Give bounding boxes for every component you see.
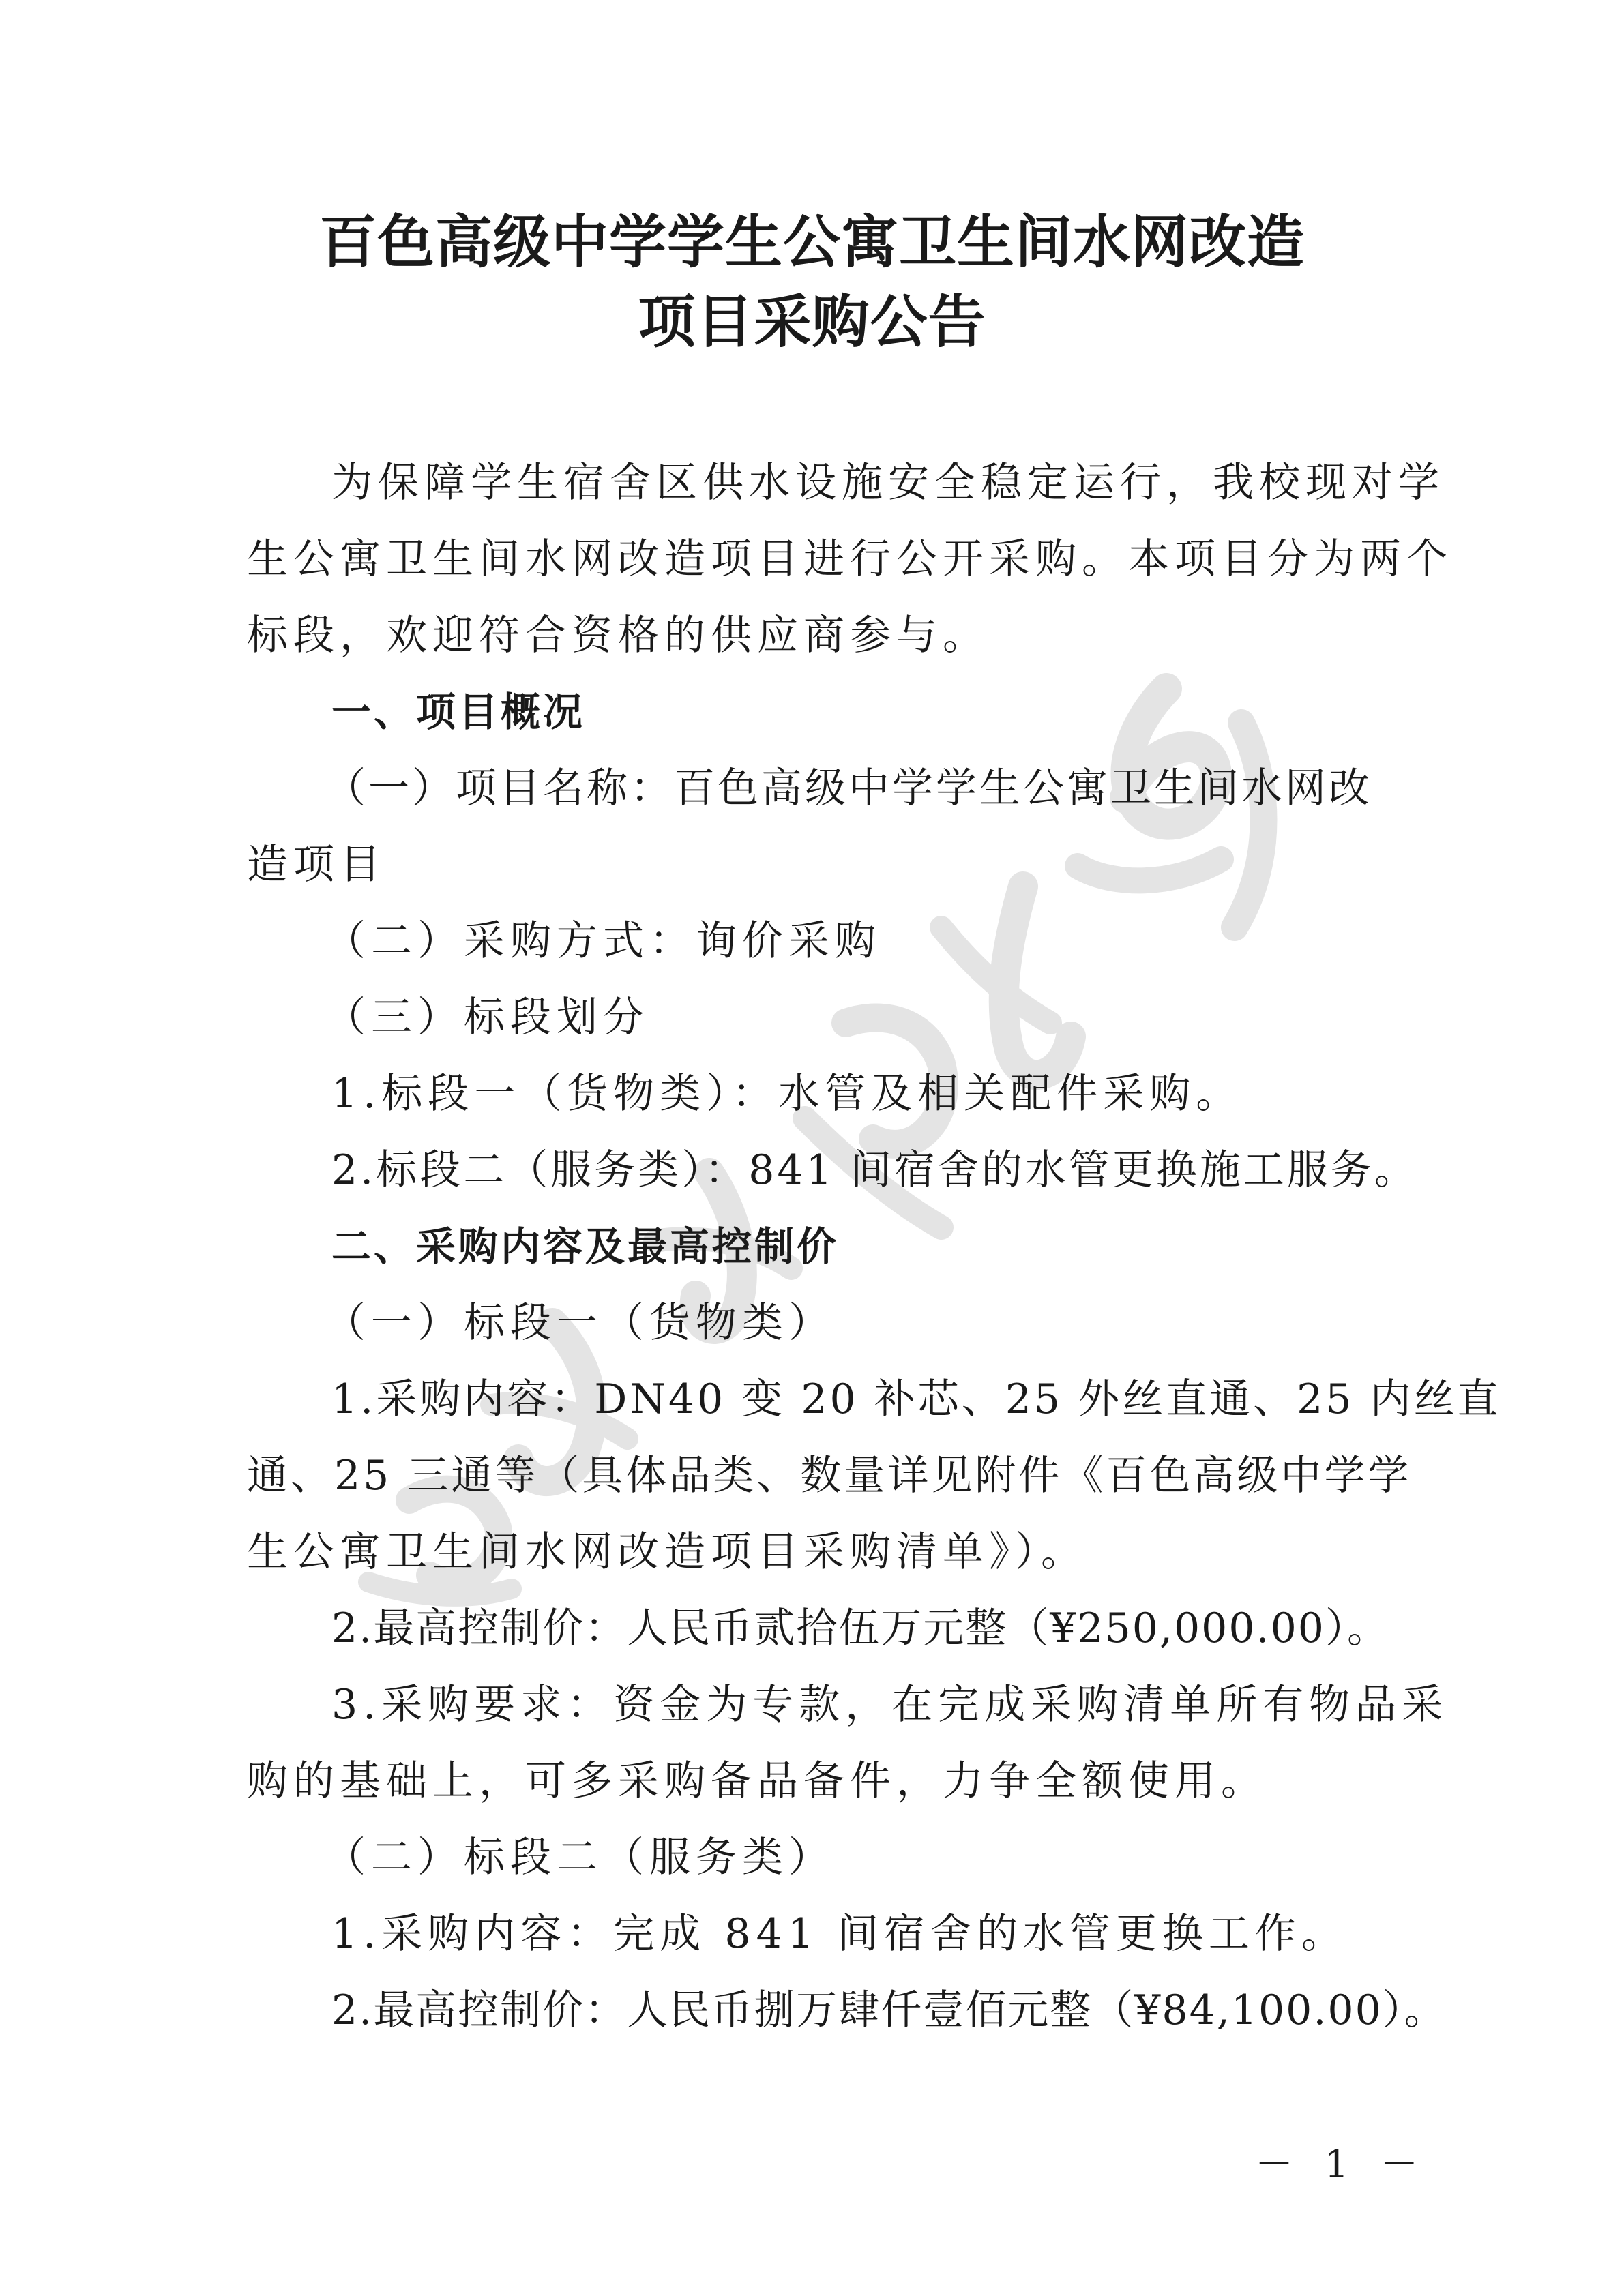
lot-two-content: 1.采购内容：完成 841 间宿舍的水管更换工作。 xyxy=(331,1910,1348,1958)
document-title-line1: 百色高级中学学生公寓卫生间水网改造 xyxy=(319,208,1305,275)
section-heading-content-price: 二、采购内容及最高控制价 xyxy=(331,1223,840,1270)
intro-line-3: 标段，欢迎符合资格的供应商参与。 xyxy=(247,612,989,659)
lot-one-requirement-line-2: 购的基础上，可多采购备品备件，力争全额使用。 xyxy=(247,1757,1267,1805)
section-heading-overview: 一、项目概况 xyxy=(331,689,586,735)
intro-line-2: 生公寓卫生间水网改造项目进行公开采购。本项目分为两个 xyxy=(247,535,1453,583)
page-number: － 1 － xyxy=(1255,2143,1428,2187)
lot-one-content-line-1: 1.采购内容：DN40 变 20 补芯、25 外丝直通、25 内丝直 xyxy=(331,1375,1501,1423)
intro-line-1: 为保障学生宿舍区供水设施安全稳定运行，我校现对学 xyxy=(331,459,1445,507)
lot-two-subheading: （二）标段二（服务类） xyxy=(325,1834,835,1881)
document-title-line2: 项目采购公告 xyxy=(638,288,986,355)
lot-two-max-price: 2.最高控制价：人民币捌万肆仟壹佰元整（¥84,100.00）。 xyxy=(331,1986,1447,2034)
lot-one-requirement-line-1: 3.采购要求：资金为专款，在完成采购清单所有物品采 xyxy=(331,1681,1449,1729)
lot-two-description: 2.标段二（服务类）：841 间宿舍的水管更换施工服务。 xyxy=(331,1146,1418,1194)
lot-one-subheading: （一）标段一（货物类） xyxy=(325,1299,835,1347)
lot-one-description: 1.标段一（货物类）：水管及相关配件采购。 xyxy=(331,1070,1243,1118)
procurement-method: （二）采购方式：询价采购 xyxy=(325,917,881,965)
project-name-line-2: 造项目 xyxy=(247,841,386,889)
lot-division-heading: （三）标段划分 xyxy=(325,994,649,1041)
document-body xyxy=(247,445,1501,2048)
lot-one-content-line-3: 生公寓卫生间水网改造项目采购清单》）。 xyxy=(247,1528,1087,1576)
project-name-line-1: （一）项目名称：百色高级中学学生公寓卫生间水网改 xyxy=(325,764,1372,812)
lot-one-max-price: 2.最高控制价：人民币贰拾伍万元整（¥250,000.00）。 xyxy=(331,1605,1389,1652)
lot-one-content-line-2: 通、25 三通等（具体品类、数量详见附件《百色高级中学学 xyxy=(247,1452,1412,1500)
